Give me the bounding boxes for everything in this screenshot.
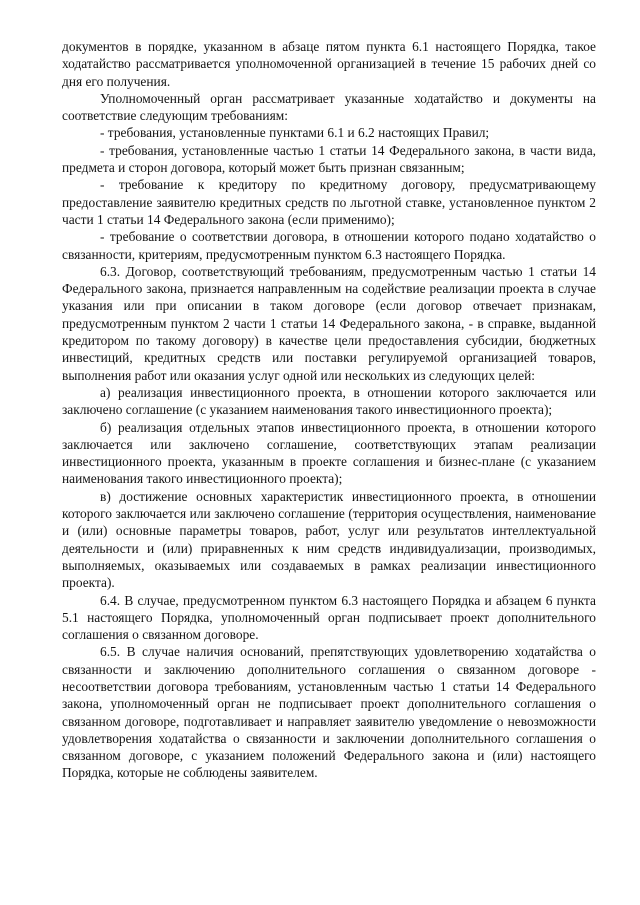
- paragraph-6-4: 6.4. В случае, предусмотренном пунктом 6.3 настоящего Порядка и абзацем 6 пункта 5.1 настоящего Порядка, уполномоченный орган подписывает проект дополнительного соглашения о связанном договоре.: [62, 592, 596, 643]
- paragraph-review-intro: Уполномоченный орган рассматривает указанные ходатайство и документы на соответствие следующим требованиям:: [62, 90, 596, 124]
- paragraph-continuation: документов в порядке, указанном в абзаце пятом пункта 6.1 настоящего Порядка, такое ходатайство рассматривается уполномоченной организацией в течение 15 рабочих дней со дня его получения.: [62, 39, 596, 89]
- document-page: [62, 38, 596, 782]
- list-item-requirement-4: - требование о соответствии договора, в отношении которого подано ходатайство о связанности, критериям, предусмотренным пунктом 6.3 настоящего Порядка.: [62, 229, 596, 262]
- list-item-requirement-3: - требование к кредитору по кредитному договору, предусматривающему предоставление заявителю кредитных средств по льготной ставке, установленное пунктом 2 части 1 статьи 14 Федерального закона (если применимо);: [62, 177, 596, 227]
- list-item-requirement-2: - требования, установленные частью 1 статьи 14 Федерального закона, в части вида, предмета и сторон договора, который может быть признан связанным;: [62, 142, 596, 176]
- list-item-requirement-1: - требования, установленные пунктами 6.1 и 6.2 настоящих Правил;: [100, 125, 490, 141]
- list-item-goal-a: а) реализация инвестиционного проекта, в отношении которого заключается или заключено соглашение (с указанием наименования такого инвестиционного проекта);: [62, 384, 596, 418]
- list-item-goal-v: в) достижение основных характеристик инвестиционного проекта, в отношении которого заключается или заключено соглашение (территория осуществления, наименование и (или) основные параметры товаров, работ, услуг или результатов интеллектуальной деятельности и (или) приравненных к ним средств индивидуализации, производимых, выполняемых, оказываемых или создаваемых в рамках реализации инвестиционного проекта).: [62, 488, 596, 591]
- list-item-goal-b: б) реализация отдельных этапов инвестиционного проекта, в отношении которого заключается или заключено соглашение, соответствующих этапам реализации инвестиционного проекта, указанным в проекте соглашения и бизнес-плане (с указанием наименования такого инвестиционного проекта);: [62, 419, 596, 487]
- paragraph-6-5: 6.5. В случае наличия оснований, препятствующих удовлетворению ходатайства о связанности и заключению дополнительного соглашения о связанном договоре - несоответствии договора требованиям, установленным частью 1 статьи 14 Федерального закона, уполномоченный орган не подписывает проект дополнительного соглашения о связанном договоре, подготавливает и направляет заявителю уведомление о невозможности удовлетворения ходатайства о связанности и заключении дополнительного соглашения о связанном договоре, с указанием положений Федерального закона и (или) настоящего Порядка, которые не соблюдены заявителем.: [62, 644, 596, 781]
- paragraph-6-3: 6.3. Договор, соответствующий требованиям, предусмотренным частью 1 статьи 14 Федерального закона, признается направленным на содействие реализации проекта в случае указания или при описании в таком договоре (если договор отвечает признакам, предусмотренным пунктом 2 части 1 статьи 14 Федерального закона, - в справке, выданной кредитором по такому договору) в качестве цели предоставления субсидии, бюджетных инвестиций, кредитных средств или поставки регулируемой организацией товаров, выполнения работ или оказания услуг одной или нескольких из следующих целей:: [62, 263, 596, 383]
